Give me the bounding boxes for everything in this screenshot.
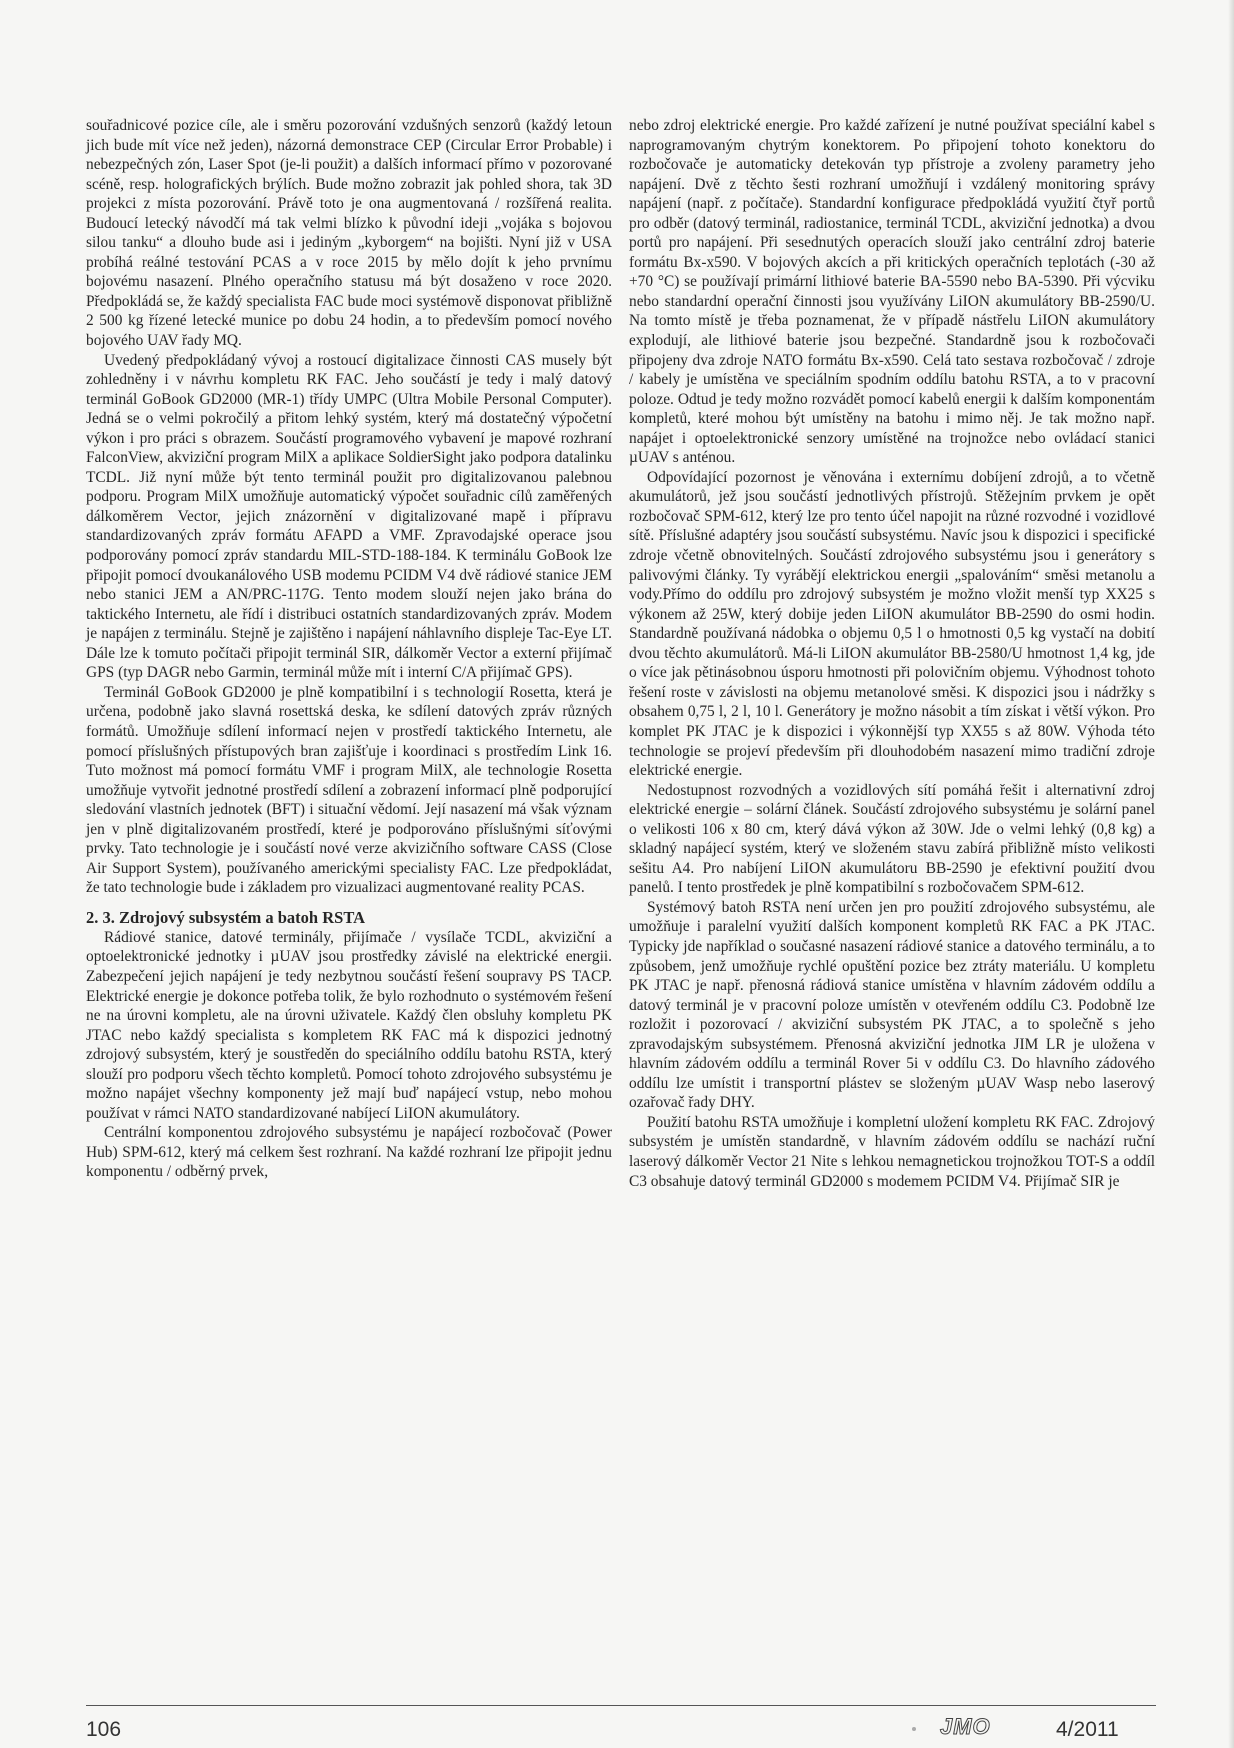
- paragraph: nebo zdroj elektrické energie. Pro každé zařízení je nutné používat speciální kabel s naprogramovaným chytrým konektorem. Po připojení tohoto konektoru do rozbočovače je automaticky detekován typ přístroje a zvoleny parametry jeho napájení. Dvě z těchto šesti rozhraní umožňují i vzdálený monitoring správy napájení (např. z počítače). Standardní konfigurace předpokládá využití čtyř portů pro odběr (datový terminál, radiostanice, terminál TCDL, akviziční jednotka) a dvou portů pro napájení. Při sesednutých operacích slouží jako centrální zdroj baterie formátu Bx-x590. V bojových akcích a při kritických operačních teplotách (-30 až +70 °C) se používají primární lithiové baterie BA-5590 nebo BA-5390. Při výcviku nebo standardní operační činnosti jsou využívány LiION akumulátory BB-2590/U. Na tomto místě je třeba poznamenat, že v případě nástřelu LiION akumulátory explodují, ale lithiové baterie jsou bezpečné. Standardně jsou k rozbočovači připojeny dva zdroje NATO formátu Bx-x590. Celá tato sestava rozbočovač / zdroje / kabely je umístěna ve speciálním spodním oddílu batohu RSTA, a to v pracovní poloze. Odtud je tedy možno rozvádět pomocí kabelů energii k dalším komponentám kompletů, které mohou být umístěny na batohu i mimo něj. Je tak možno např. napájet i optoelektronické senzory umístěné na trojnožce nebo ovládací stanici µUAV s anténou.: [629, 117, 1155, 467]
- paragraph: Použití batohu RSTA umožňuje i kompletní uložení kompletu RK FAC. Zdrojový subsystém je umístěn standardně, v hlavním zádovém oddílu se nachází ruční laserový dálkoměr Vector 21 Nite s lehkou nemagnetickou trojnožkou TOT-S a oddíl C3 obsahuje datový terminál GD2000 s modemem PCIDM V4. Přijímač SIR je: [629, 1113, 1155, 1190]
- paragraph: Uvedený předpokládaný vývoj a rostoucí digitalizace činnosti CAS musely být zohledněny i v návrhu kompletu RK FAC. Jeho součástí je tedy i malý datový terminál GoBook GD2000 (MR-1) třídy UMPC (Ultra Mobile Personal Computer). Jedná se o velmi pokročilý a přitom lehký systém, který má dostatečný výpočetní výkon i pro práci s obrazem. Součástí programového vybavení je mapové rozhraní FalconView, akviziční program MilX a aplikace SoldierSight jako podpora datalinku TCDL. Již nyní může být tento terminál použit pro digitalizovanou palebnou podporu. Program MilX umožňuje automatický výpočet souřadnic cílů zaměřených dálkoměrem Vector, jejich znázornění v digitalizované mapě i přípravu standardizovaných zpráv formátu AFAPD a VMF. Zpravodajské operace jsou podporovány pomocí zpráv standardu MIL-STD-188-184. K terminálu GoBook lze připojit pomocí dvoukanálového USB modemu PCIDM V4 dvě rádiové stanice JEM nebo stanici JEM a AN/PRC-117G. Tento modem slouží nejen jako brána do taktického Internetu, ale řídí i distribuci ostatních standardizovaných zpráv. Modem je napájen z terminálu. Stejně je zajištěno i napájení náhlavního displeje Tac-Eye LT. Dále lze k tomuto počítači připojit terminál SIR, dálkoměr Vector a externí přijímač GPS (typ DAGR nebo Garmin, terminál může mít i interní C/A přijímač GPS).: [86, 351, 612, 682]
- paragraph: Systémový batoh RSTA není určen jen pro použití zdrojového subsystému, ale umožňuje i paralelní využití dalších komponent kompletů RK FAC a PK JTAC. Typicky jde například o současné nasazení rádiové stanice a datového terminálu, a to způsobem, jenž umožňuje rychlé opuštění pozice bez ztráty materiálu. U kompletu PK JTAC je např. přenosná rádiová stanice umístěna v hlavním zádovém oddílu a datový terminál je v pracovní poloze umístěn v otevřeném oddílu C3. Podobně lze rozložit i pozorovací / akviziční subsystém PK JTAC, a to společně s jeho zpravodajským subsystémem. Přenosná akviziční jednotka JIM LR je uložena v hlavním zádovém oddílu a terminál Rover 5i v oddílu C3. Do hlavního zádového oddílu lze umístit i transportní plástev se složeným µUAV Wasp nebo laserový ozařovač řady DHY.: [629, 898, 1155, 1112]
- left-column: [86, 116, 612, 1182]
- journal-logo: JMO: [940, 1714, 991, 1739]
- right-column: [629, 116, 1155, 1191]
- issue-number: 4/2011: [1056, 1718, 1119, 1741]
- paragraph: souřadnicové pozice cíle, ale i směru pozorování vzdušných senzorů (každý letoun jich bude mít více než jeden), názorná demonstrace CEP (Circular Error Probable) i nebezpečných zón, Laser Spot (je-li použit) a dalších informací přímo v pozorované scéně, resp. holografických brýlích. Bude možno zobrazit jak pohled shora, tak 3D projekci z místa pozorování. Právě toto je ona augmentovaná / rozšířená realita. Budoucí letecký návodčí má tak velmi blízko k původní ideji „vojáka s bojovou silou tanku“ a dlouho bude asi i jediným „kyborgem“ na bojišti. Nyní již v USA probíhá reálné testování PCAS a v roce 2015 by mělo dojít k jeho prvnímu bojovému nasazení. Plného operačního statusu má být dosaženo v roce 2020. Předpokládá se, že každý specialista FAC bude moci systémově disponovat přibližně 2 500 kg řízené letecké munice po dobu 24 hodin, a to především pomocí nového bojového UAV řady MQ.: [86, 117, 612, 350]
- page-number: 106: [86, 1718, 122, 1741]
- footer-rule: [86, 1705, 1156, 1706]
- paragraph: Nedostupnost rozvodných a vozidlových sítí pomáhá řešit i alternativní zdroj elektrické energie – solární článek. Součástí zdrojového subsystému je solární panel o velikosti 106 x 80 cm, který dává výkon až 30W. Jde o velmi lehký (0,8 kg) a skladný napájecí systém, který ve složeném stavu zabírá přibližně místo velikosti sešitu A4. Pro nabíjení LiION akumulátoru BB-2590 je efektivní použití dvou panelů. I tento prostředek je plně kompatibilní s rozbočovačem SPM-612.: [629, 781, 1155, 897]
- paragraph: Rádiové stanice, datové terminály, přijímače / vysílače TCDL, akviziční a optoelektronické jednotky i µUAV jsou prostředky závislé na elektrické energii. Zabezpečení jejich napájení je tedy nezbytnou součástí řešení soupravy PS TACP. Elektrické energie je dokonce potřeba tolik, že bylo rozhodnuto o systémovém řešení ne na úrovni kompletu, ale na úrovni uživatele. Každý člen obsluhy kompletu PK JTAC nebo každý specialista s kompletem RK FAC má k dispozici jednotný zdrojový subsystém, který je soustředěn do speciálního oddílu batohu RSTA, který slouží pro podporu všech těchto kompletů. Pomocí tohoto zdrojového subsystému je možno napájet všechny komponenty jež mají buď napájecí vstup, nebo mohou používat v rámci NATO standardizované nabíjecí LiION akumulátory.: [86, 928, 612, 1122]
- bullet-dot: [912, 1727, 916, 1731]
- section-heading: 2. 3. Zdrojový subsystém a batoh RSTA: [86, 907, 366, 927]
- paragraph: Terminál GoBook GD2000 je plně kompatibilní i s technologií Rosetta, která je určena, podobně jako slavná rosettská deska, ke sdílení datových zpráv různých formátů. Umožňuje sdílení informací nejen v prostředí taktického Internetu, ale pomocí příslušných přístupových bran zajišťuje i koordinaci s prostředím Link 16. Tuto možnost má pomocí formátu VMF i program MilX, ale technologie Rosetta umožňuje vytvořit jednotné prostředí sdílení a zobrazení informací plně podporující sledování vlastních jednotek (BFT) i situační vědomí. Její nasazení má však význam jen v plně digitalizovaném prostředí, které je podporováno příslušnými síťovými prvky. Tato technologie je i součástí nové verze akvizičního software CASS (Close Air Support System), používaného americkými specialisty FAC. Lze předpokládat, že tato technologie bude i základem pro vizualizaci augmentované reality PCAS.: [86, 683, 612, 897]
- paragraph: Centrální komponentou zdrojového subsystému je napájecí rozbočovač (Power Hub) SPM-612, který má celkem šest rozhraní. Na každé rozhraní lze připojit jednu komponentu / odběrný prvek,: [86, 1124, 612, 1181]
- paragraph: Odpovídající pozornost je věnována i externímu dobíjení zdrojů, a to včetně akumulátorů, jež jsou součástí jednotlivých přístrojů. Stěžejním prvkem je opět rozbočovač SPM-612, který lze pro tento účel napojit na různé rozvodné i vozidlové sítě. Příslušné adaptéry jsou součástí subsystému. Navíc jsou k dispozici i specifické zdroje včetně obnovitelných. Součástí zdrojového subsystému jsou i generátory s palivovými články. Ty vyrábějí elektrickou energii „spalováním“ směsi metanolu a vody.Přímo do oddílu pro zdrojový subsystém je možno vložit menší typ XX25 s výkonem až 25W, který dobije jeden LiION akumulátor BB-2590 do osmi hodin. Standardně používaná nádobka o objemu 0,5 l o hmotnosti 0,5 kg vystačí na dobití dvou těchto akumulátorů. Má-li LiION akumulátor BB-2580/U hmotnost 1,4 kg, jde o více jak pětinásobnou úsporu hmotnosti při polovičním objemu. Výhodnost tohoto řešení roste v závislosti na objemu metanolové směsi. K dispozici jsou i nádržky s obsahem 0,75 l, 2 l, 10 l. Generátory je možno násobit a tím získat i větší výkon. Pro komplet PK JTAC je k dispozici i výkonnější typ XX55 s až 80W. Výhoda této technologie se projeví především při dlouhodobém nasazení mimo tradiční zdroje elektrické energie.: [629, 468, 1155, 780]
- scan-edge: [1228, 0, 1234, 1748]
